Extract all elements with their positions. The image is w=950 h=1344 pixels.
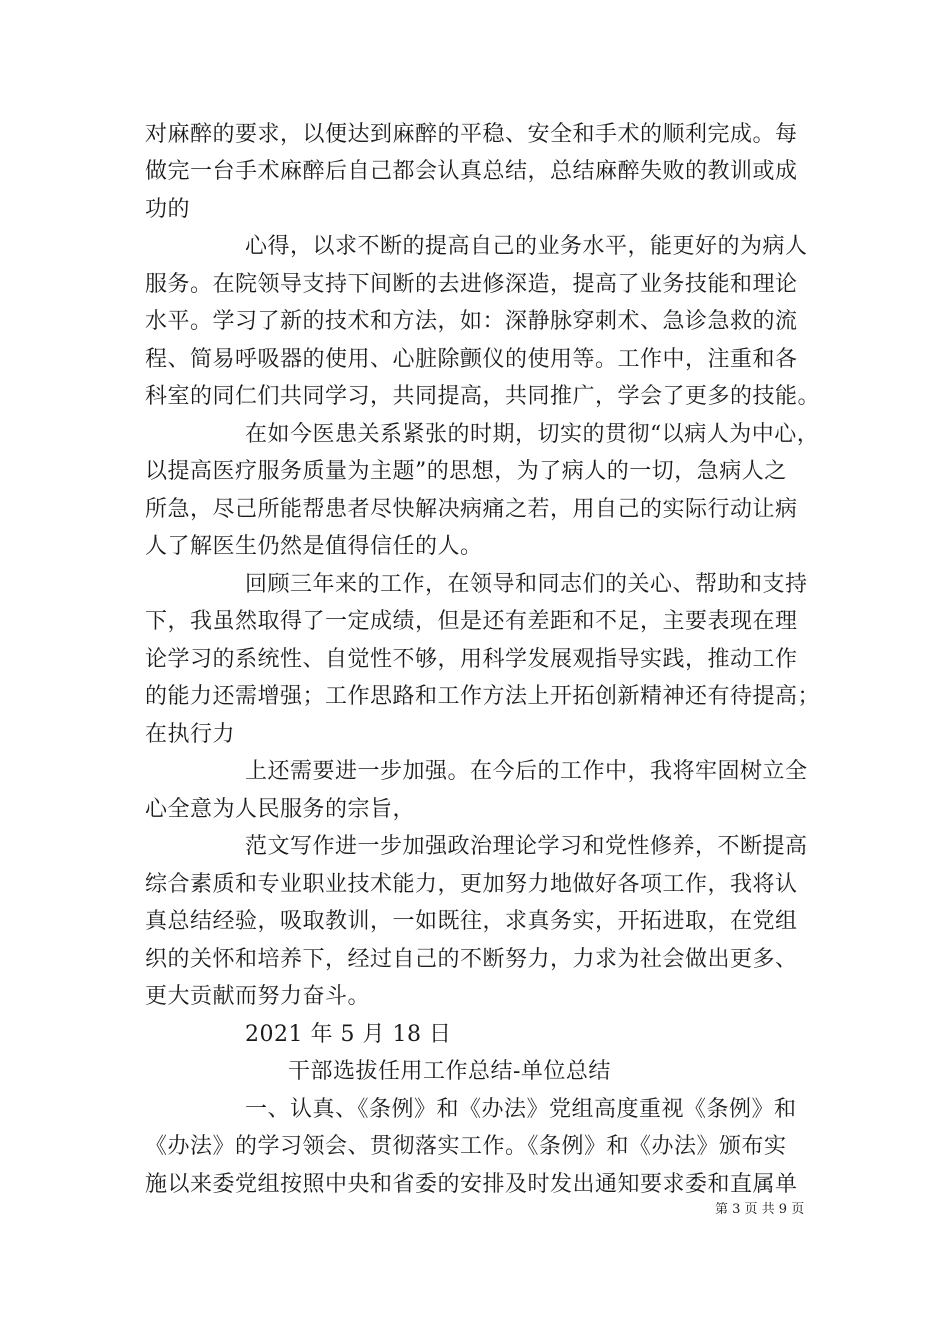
text-line: 功的: [145, 197, 191, 222]
text-line: 水平。学习了新的技术和方法，如：深静脉穿刺术、急诊急救的流: [145, 309, 798, 334]
paragraph-start-line: 一、认真、《条例》和《办法》党组高度重视《条例》和: [245, 1097, 797, 1122]
text-line: 心全意为人民服务的宗旨，: [145, 797, 416, 822]
paragraph-start-line: 在如今医患关系紧张的时期，切实的贯彻“以病人为中心，: [245, 422, 820, 447]
text-line: 做完一台手术麻醉后自己都会认真总结，总结麻醉失败的教训或成: [145, 159, 798, 184]
paragraph-start-line: 回顾三年来的工作，在领导和同志们的关心、帮助和支持: [245, 572, 808, 597]
text-line: 服务。在院领导支持下间断的去进修深造，提高了业务技能和理论: [145, 272, 798, 297]
paragraph-start-line: 范文写作进一步加强政治理论学习和党性修养，不断提高: [245, 834, 808, 859]
text-line: 人了解医生仍然是值得信任的人。: [145, 534, 483, 559]
text-line: 以提高医疗服务质量为主题”的思想，为了病人的一切，急病人之: [145, 459, 787, 484]
document-date: 2021 年 5 月 18 日: [245, 1022, 452, 1047]
text-line: 下，我虽然取得了一定成绩，但是还有差距和不足，主要表现在理: [145, 609, 798, 634]
text-line: 施以来委党组按照中央和省委的安排及时发出通知要求委和直属单: [145, 1172, 798, 1197]
text-line: 在执行力: [145, 722, 236, 747]
page-number-footer: 第 3 页 共 9 页: [715, 1202, 805, 1217]
paragraph-start-line: 上还需要进一步加强。在今后的工作中，我将牢固树立全: [245, 759, 808, 784]
text-line: 织的关怀和培养下，经过自己的不断努力，力求为社会做出更多、: [145, 947, 798, 972]
text-line: 所急，尽己所能帮患者尽快解决病痛之若，用自己的实际行动让病: [145, 497, 798, 522]
text-line: 的能力还需增强；工作思路和工作方法上开拓创新精神还有待提高；: [145, 684, 821, 709]
text-line: 程、简易呼吸器的使用、心脏除颤仪的使用等。工作中，注重和各: [145, 347, 798, 372]
text-line: 综合素质和专业职业技术能力，更加努力地做好各项工作，我将认: [145, 872, 798, 897]
paragraph-start-line: 心得，以求不断的提高自己的业务水平，能更好的为病人: [245, 234, 808, 259]
text-line: 更大贡献而努力奋斗。: [145, 984, 371, 1009]
text-line: 真总结经验，吸取教训，一如既往，求真务实，开拓进取，在党组: [145, 909, 798, 934]
text-line: 《办法》的学习领会、贯彻落实工作。《条例》和《办法》颁布实: [145, 1134, 787, 1159]
section-heading: 干部选拔任用工作总结-单位总结: [288, 1059, 611, 1084]
text-line: 科室的同仁们共同学习，共同提高，共同推广，学会了更多的技能。: [145, 384, 821, 409]
text-line: 对麻醉的要求，以便达到麻醉的平稳、安全和手术的顺利完成。每: [145, 122, 798, 147]
text-line: 论学习的系统性、自觉性不够，用科学发展观指导实践，推动工作: [145, 647, 798, 672]
